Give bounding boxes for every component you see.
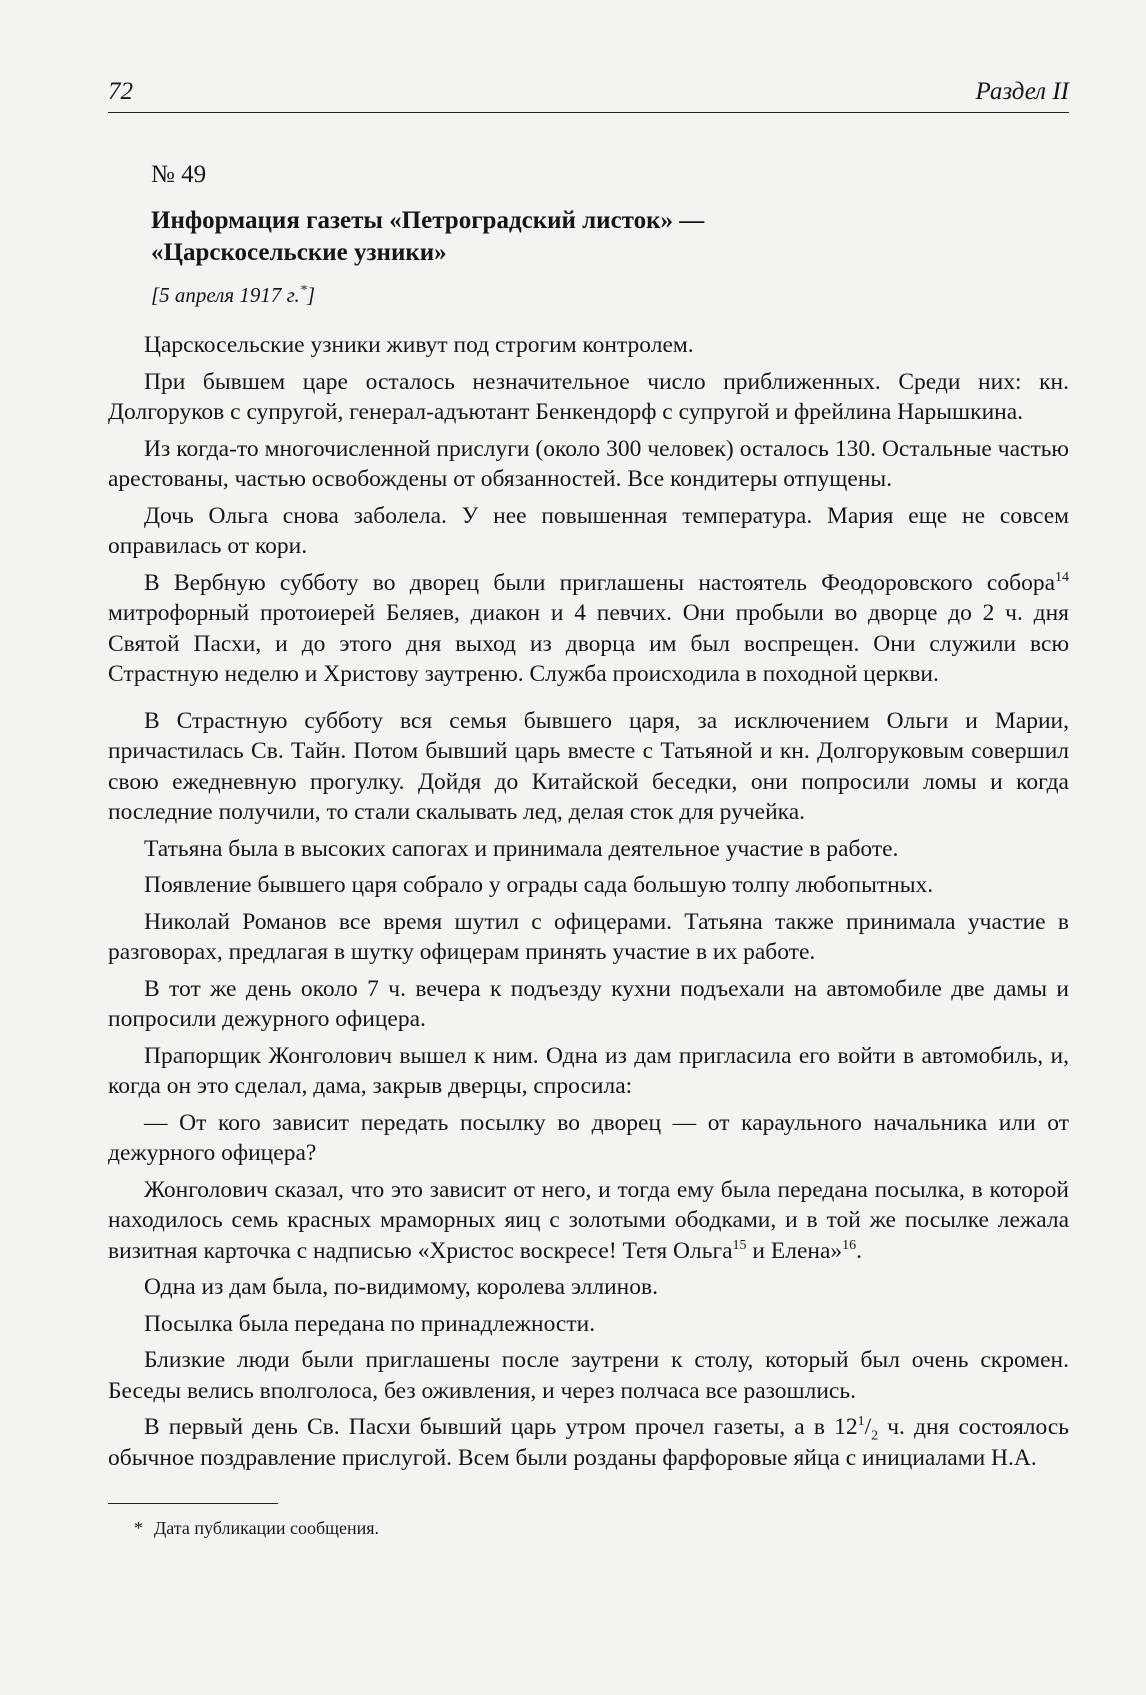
page bbox=[108, 72, 1069, 1539]
running-head bbox=[108, 72, 1069, 113]
date-close: ] bbox=[306, 283, 315, 307]
paragraph: При бывшем царе осталось незначительное число приближенных. Среди них: кн. Долгоруков с супругой, генерал-адъютант Бенкендорф с супругой и фрейлина Нарышкина. bbox=[108, 368, 1069, 425]
paragraph: Одна из дам была, по-видимому, королева эллинов. bbox=[144, 1274, 658, 1300]
paragraph-text: и Елена» bbox=[746, 1237, 843, 1264]
paragraph: Появление бывшего царя собрало у ограды сада большую толпу любопытных. bbox=[144, 872, 934, 898]
footnote-mark: * bbox=[134, 1518, 143, 1538]
paragraph-text: митрофорный протоиерей Беляев, диакон и 4 певчих. Они пробыли во дворце до 2 ч. дня Святой Пасхи, и до этого дня выход из дворца им был воспрещен. Они служили всю Страстную неделю и Христову заутреню. Служба происходила в походной церкви. bbox=[108, 600, 1069, 687]
document-date bbox=[151, 283, 1069, 308]
date-text: [5 апреля 1917 г. bbox=[151, 283, 300, 307]
paragraph: Из когда-то многочисленной прислуги (около 300 человек) осталось 130. Остальные частью арестованы, частью освобождены от обязанностей. Все кондитеры отпущены. bbox=[108, 435, 1069, 492]
paragraph: Посылка была передана по принадлежности. bbox=[144, 1310, 596, 1337]
paragraph: — От кого зависит передать посылку во дворец — от караульного начальника или от дежурного офицера? bbox=[108, 1109, 1069, 1166]
fraction-denominator: 2 bbox=[871, 1428, 879, 1444]
page-number: 72 bbox=[108, 78, 133, 105]
fraction-numerator: 1 bbox=[857, 1414, 865, 1430]
document-number: № 49 bbox=[151, 161, 207, 188]
paragraph-text: . bbox=[856, 1237, 863, 1264]
paragraph bbox=[108, 1175, 1069, 1267]
footnote-divider bbox=[108, 1503, 278, 1504]
document-title: Информация газеты «Петроградский листок» — «Царскосельские узники» bbox=[151, 207, 705, 266]
paragraph-text: В Вербную субботу во дворец были приглашены настоятель Феодоровского собора bbox=[144, 569, 1055, 596]
paragraph bbox=[108, 1412, 1069, 1473]
footnote-ref: 14 bbox=[1055, 569, 1069, 585]
date-footnote-mark: * bbox=[299, 283, 307, 298]
paragraph: Царскосельские узники живут под строгим контролем. bbox=[144, 332, 694, 358]
paragraph: Прапорщик Жонголович вышел к ним. Одна из дам пригласила его войти в автомобиль, и, когда он это сделал, дама, закрыв дверцы, спросила: bbox=[108, 1042, 1069, 1099]
paragraph: Николай Романов все время шутил с офицерами. Татьяна также принимала участие в разговорах, предлагая в шутку офицерам принять участие в их работе. bbox=[108, 908, 1069, 965]
paragraph-text: ч. дня состоялось обычное поздравление прислугой. Всем были розданы фарфоровые яйца с инициалами Н.А. bbox=[108, 1414, 1070, 1471]
paragraph bbox=[108, 568, 1069, 690]
footnote bbox=[134, 1518, 1069, 1539]
fraction: $^1/_2$ bbox=[857, 1414, 879, 1444]
paragraph: Близкие люди были приглашены после заутрени к столу, который был очень скромен. Беседы велись вполголоса, без оживления, и через полчаса все разошлись. bbox=[108, 1347, 1069, 1404]
section-title: Раздел II bbox=[975, 78, 1069, 105]
footnote-ref: 15 bbox=[732, 1237, 747, 1253]
paragraph: Татьяна была в высоких сапогах и принимала деятельное участие в работе. bbox=[144, 835, 899, 862]
paragraph-text: В первый день Св. Пасхи бывший царь утром прочел газеты, а в 12 bbox=[144, 1414, 858, 1440]
paragraph: В Страстную субботу вся семья бывшего царя, за исключением Ольги и Марии, причастилась Св. Тайн. Потом бывший царь вместе с Татьяной и кн. Долгоруковым совершил свою ежедневную прогулку. Дойдя до Китайской беседки, они попросили ломы и когда последние получили, то стали скалывать лед, делая сток для ручейка. bbox=[108, 707, 1069, 825]
paragraph: В тот же день около 7 ч. вечера к подъезду кухни подъехали на автомобиле две дамы и попросили дежурного офицера. bbox=[108, 975, 1069, 1032]
footnote-ref: 16 bbox=[842, 1237, 857, 1253]
paragraph-text: Жонголович сказал, что это зависит от него, и тогда ему была передана посылка, в которой находилось семь красных мраморных яиц с золотыми ободками, и в той же посылке лежала визитная карточка с надписью «Христос воскресе! Тетя Ольга bbox=[108, 1176, 1069, 1264]
article-body bbox=[108, 330, 1069, 1473]
paragraph: Дочь Ольга снова заболела. У нее повышенная температура. Мария еще не совсем оправилась от кори. bbox=[108, 502, 1069, 559]
footnote-text: Дата публикации сообщения. bbox=[154, 1518, 379, 1538]
